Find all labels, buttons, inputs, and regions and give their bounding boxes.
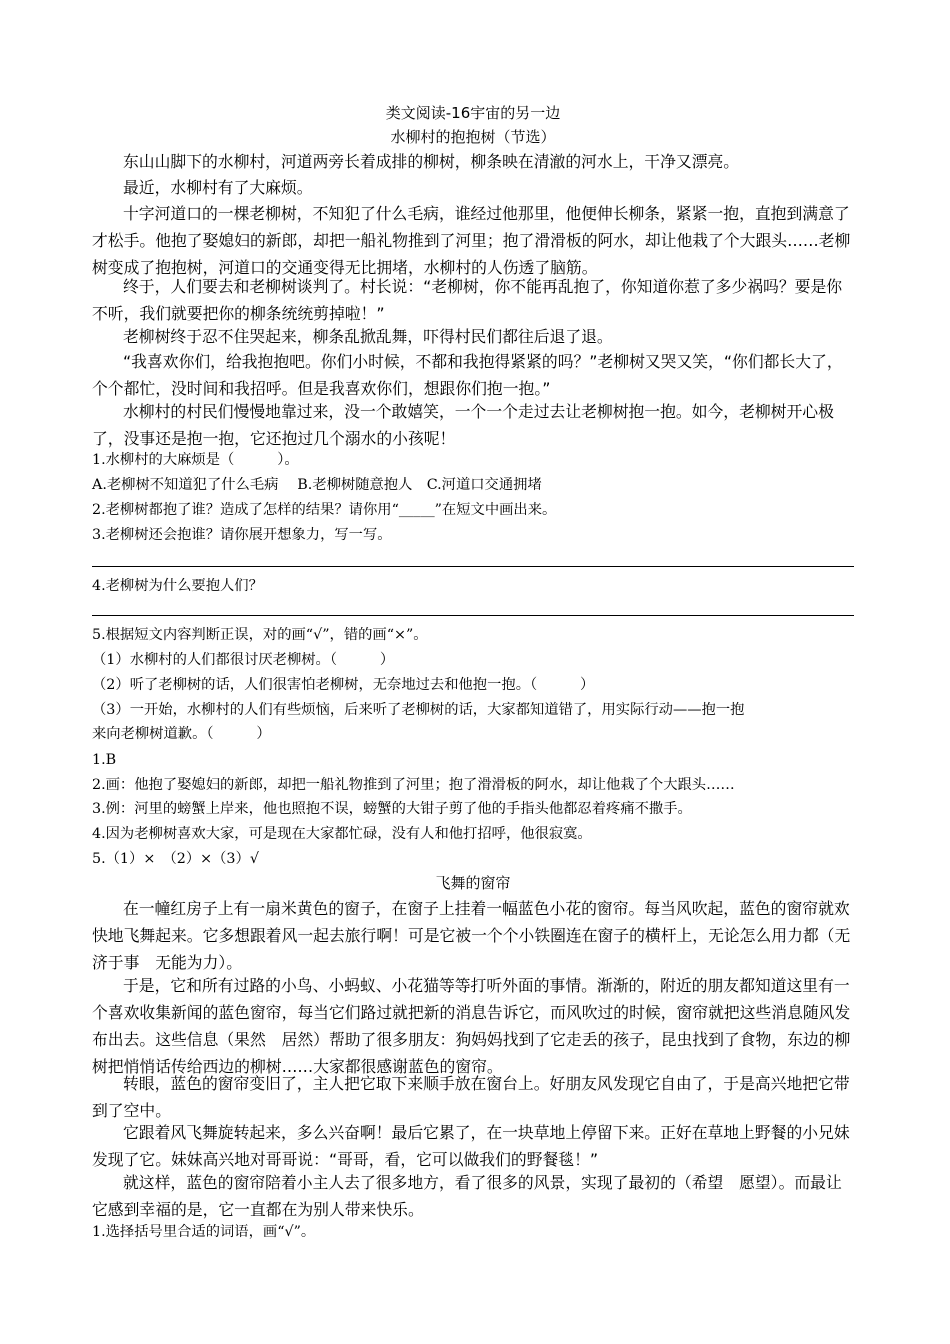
answer-2: 2.画：他抱了娶媳妇的新郎，却把一船礼物推到了河里；抱了滑滑板的阿水，却让他栽了个大跟头…… — [92, 777, 735, 793]
question-1: 1.水柳村的大麻烦是（ ）。 — [92, 452, 299, 468]
story2-paragraph: 它跟着风飞舞旋转起来，多么兴奋啊！最后它累了，在一块草地上停留下来。正好在草地上野餐的小兄妹发现了它。妹妹高兴地对哥哥说：“哥哥，看，它可以做我们的野餐毯！” — [92, 1123, 850, 1169]
story2-paragraph: 就这样，蓝色的窗帘陪着小主人去了很多地方，看了很多的风景，实现了最初的（希望 愿望）。而最让它感到幸福的是，它一直都在为别人带来快乐。 — [92, 1173, 842, 1219]
question-5-item: （1）水柳村的人们都很讨厌老柳树。（ ） — [92, 652, 395, 668]
story1-paragraph: 东山山脚下的水柳村，河道两旁长着成排的柳树，柳条映在清澈的河水上，干净又漂亮。 — [123, 152, 740, 171]
question-3: 3.老柳树还会抱谁？请你展开想象力，写一写。 — [92, 527, 392, 543]
question-5-item: （3）一开始，水柳村的人们有些烦恼，后来听了老柳树的话，大家都知道错了，用实际行动——抱一抱 — [92, 702, 745, 718]
story1-paragraph: 老柳树终于忍不住哭起来，柳条乱掀乱舞，吓得村民们都往后退了退。 — [123, 327, 613, 346]
story2-paragraph: 于是，它和所有过路的小鸟、小蚂蚁、小花猫等等打听外面的事情。渐渐的，附近的朋友都知道这里有一个喜欢收集新闻的蓝色窗帘，每当它们路过就把新的消息告诉它，而风吹过的时候，窗帘就把这些消息随风发布出去。这些信息（果然 居然）帮助了很多朋友：狗妈妈找到了它走丢的孩子，昆虫找到了食物，东边的柳树把悄悄话传给西边的柳树……大家都很感谢蓝色的窗帘。 — [92, 976, 851, 1076]
answer-3: 3.例：河里的螃蟹上岸来，他也照抱不误，螃蟹的大钳子剪了他的手指头他都忍着疼痛不撒手。 — [92, 801, 692, 817]
answer-5: 5.（1）× （2）×（3）√ — [92, 851, 259, 867]
question-2: 2.老柳树都抱了谁？造成了怎样的结果？请你用“_____”在短文中画出来。 — [92, 502, 557, 518]
question-5: 5.根据短文内容判断正误，对的画“√”，错的画“×”。 — [92, 627, 428, 643]
story1-paragraph: 水柳村的村民们慢慢地靠过来，没一个敢嬉笑，一个一个走过去让老柳树抱一抱。如今，老柳树开心极了，没事还是抱一抱，它还抱过几个溺水的小孩呢！ — [92, 402, 834, 448]
story2-title: 飞舞的窗帘 — [435, 874, 511, 892]
story2-paragraph: 转眼，蓝色的窗帘变旧了，主人把它取下来顺手放在窗台上。好朋友风发现它自由了，于是高兴地把它带到了空中。 — [92, 1074, 850, 1120]
question-1-options: A.老柳树不知道犯了什么毛病 B.老柳树随意抱人 C.河道口交通拥堵 — [92, 477, 542, 493]
answer-4: 4.因为老柳树喜欢大家，可是现在大家都忙碌，没有人和他打招呼，他很寂寞。 — [92, 826, 592, 842]
answer-1: 1.B — [92, 752, 117, 768]
question-4: 4.老柳树为什么要抱人们？ — [92, 578, 263, 594]
story1-paragraph: 终于，人们要去和老柳树谈判了。村长说：“老柳树，你不能再乱抱了，你知道你惹了多少祸吗？要是你不听，我们就要把你的柳条统统剪掉啦！” — [92, 277, 843, 323]
story1-title: 水柳村的抱抱树（节选） — [390, 128, 556, 146]
story2-paragraph: 在一幢红房子上有一扇米黄色的窗子，在窗子上挂着一幅蓝色小花的窗帘。每当风吹起，蓝色的窗帘就欢快地飞舞起来。它多想跟着风一起去旅行啊！可是它被一个个小铁圈连在窗子的横杆上，无论怎么用力都（无济于事 无能为力）。 — [92, 899, 851, 972]
question-5-item: （2）听了老柳树的话，人们很害怕老柳树，无奈地过去和他抱一抱。（ ） — [92, 677, 595, 693]
story2-question-1: 1.选择括号里合适的词语，画“√”。 — [92, 1224, 316, 1240]
story1-paragraph: 最近，水柳村有了大麻烦。 — [123, 178, 313, 197]
story1-paragraph: 十字河道口的一棵老柳树，不知犯了什么毛病，谁经过他那里，他便伸长柳条，紧紧一抱，直抱到满意了才松手。他抱了娶媳妇的新郎，却把一船礼物推到了河里；抱了滑滑板的阿水，却让他栽了个大跟头……老柳树变成了抱抱树，河道口的交通变得无比拥堵，水柳村的人伤透了脑筋。 — [92, 204, 851, 277]
answer-line — [92, 566, 854, 567]
answer-line — [92, 615, 854, 616]
story1-paragraph: “我喜欢你们，给我抱抱吧。你们小时候，不都和我抱得紧紧的吗？”老柳树又哭又笑，“你们都长大了，个个都忙，没时间和我招呼。但是我喜欢你们，想跟你们抱一抱。” — [92, 352, 843, 398]
question-5-item-cont: 来向老柳树道歉。（ ） — [92, 726, 271, 742]
page-title: 类文阅读-16宇宙的另一边 — [385, 104, 561, 122]
